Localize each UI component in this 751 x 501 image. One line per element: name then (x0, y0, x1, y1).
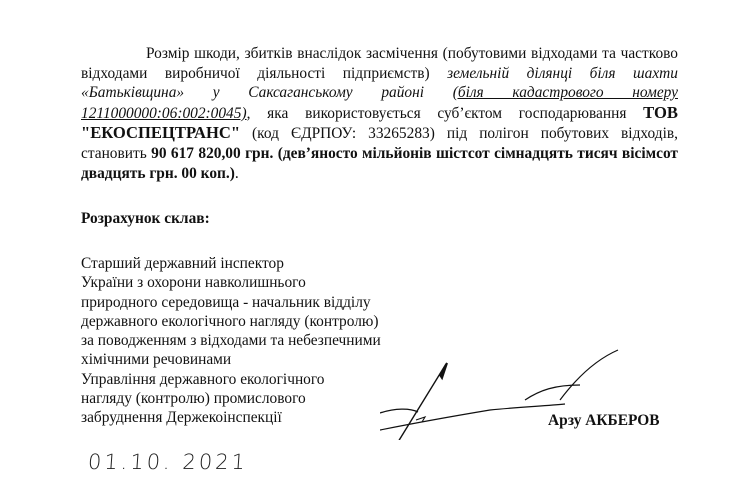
signatory-position (81, 254, 381, 428)
position-line: державного екологічного нагляду (контролю) (81, 312, 379, 330)
paragraph-text: (код ЄДРПОУ: 33265283) під полігон побутових відходів, становить (81, 125, 678, 162)
position-line: України з охорони навколишнього (81, 274, 306, 292)
paragraph-text: Розмір шкоди, збитків внаслідок засмічення (побутовими відходами та частково відходами виробничої діяльності підприємств) (81, 45, 678, 82)
position-line: забруднення Держекоінспекції (81, 409, 282, 427)
land-plot-location: земельній ділянці біля шахти «Батьківщина» у Саксаганському районі (81, 64, 678, 102)
signatory-name: Арзу АКБЕРОВ (548, 412, 660, 429)
paragraph-text: , яка використовується суб’єктом господарювання (246, 104, 644, 122)
position-line: Старший державний інспектор (81, 255, 284, 272)
cadastral-number: (біля кадастрового номеру 1211000000:06:002:0045) (81, 84, 678, 122)
position-line: хімічними речовинами (81, 351, 232, 369)
damage-amount: 90 617 820,00 грн. (дев’яносто мільйонів шістсот сімнадцять тисяч вісімсот двадцять грн. 00 коп.) (81, 144, 678, 182)
position-line: Управління державного екологічного (81, 370, 325, 388)
position-line: за поводженням з відходами та небезпечними (81, 332, 381, 350)
position-line: природного середовища - начальник відділу (81, 293, 371, 311)
handwritten-date: 01.10. 2021 (87, 450, 249, 474)
position-line: нагляду (контролю) промислового (81, 390, 306, 408)
damage-paragraph (81, 44, 678, 183)
calculation-heading: Розрахунок склав: (81, 210, 210, 227)
paragraph-end: . (234, 164, 239, 182)
company-name: ТОВ "ЕКОСПЕЦТРАНС" (81, 102, 678, 143)
